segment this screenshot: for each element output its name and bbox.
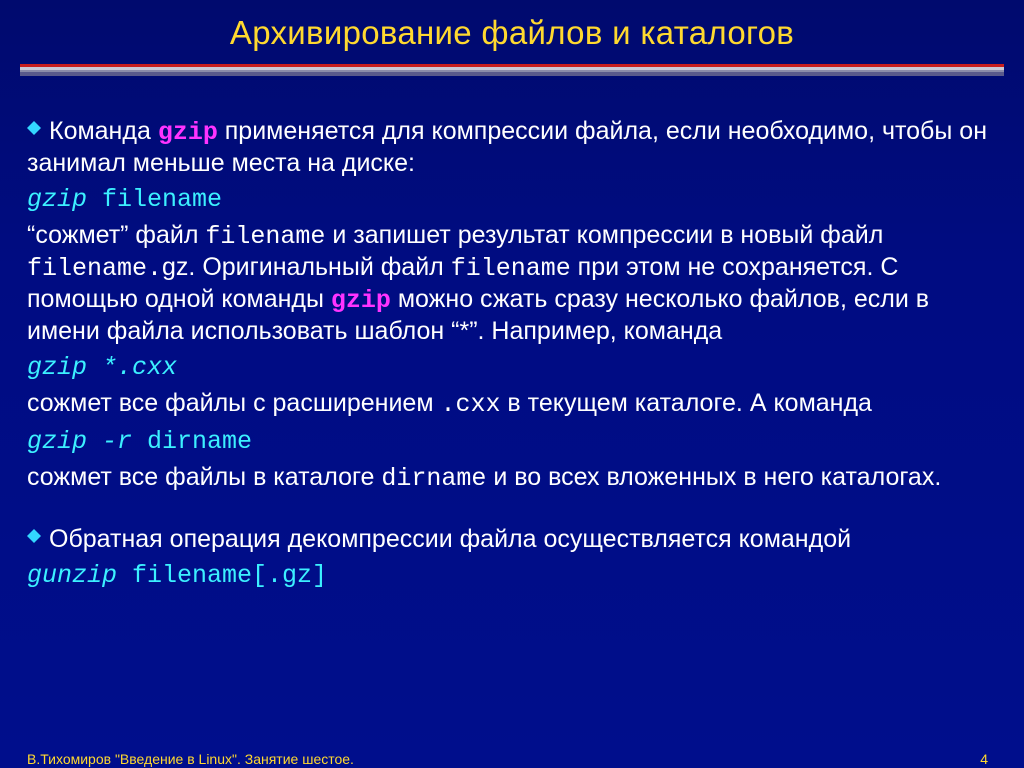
page-number: 4 [980, 751, 988, 767]
mono-filename: filename [450, 254, 571, 283]
slide-footer: В.Тихомиров "Введение в Linux". Занятие шестое. [27, 751, 354, 767]
paragraph-wildcard-description: сожмет все файлы с расширением .cxx в текущем каталоге. А команда [27, 389, 872, 419]
diamond-bullet-icon [27, 121, 41, 135]
paragraph-gzip-description: “сожмет” файл filename и запишет результат компрессии в новый файл filename.gz. Оригинальный файл filename при этом не сохраняется. С помощью одной команды gzip можно сжать сразу несколько файлов, если в имени файла использовать шаблон “*”. Например, команда [27, 221, 930, 345]
mono-filename: filename [205, 222, 326, 251]
paragraph-gunzip: Обратная операция декомпрессии файла осуществляется командой [27, 524, 1007, 554]
slide-title: Архивирование файлов и каталогов [229, 14, 795, 51]
mono-dirname: dirname [381, 464, 487, 493]
keyword-gzip: gzip [157, 118, 218, 147]
command-gzip-recursive: gzip -r dirname [27, 427, 253, 456]
spacer [27, 494, 1007, 524]
diamond-bullet-icon [27, 529, 41, 543]
title-divider [20, 62, 1004, 76]
mono-cxx: .cxx [440, 390, 501, 419]
paragraph-recursive-description: сожмет все файлы в каталоге dirname и во всех вложенных в него каталогах. [27, 463, 942, 493]
command-gunzip: gunzip filename[.gz] [27, 561, 328, 590]
paragraph-gzip-intro: Команда gzip применяется для компрессии файла, если необходимо, чтобы он занимал меньше места на диске: [27, 117, 988, 177]
slide-body [27, 116, 1007, 596]
command-gzip-wildcard: gzip *.cxx [27, 353, 178, 382]
keyword-gzip: gzip [330, 286, 391, 315]
mono-filename-gz: filename. [27, 254, 163, 283]
command-gzip-filename: gzip filename [27, 185, 223, 214]
